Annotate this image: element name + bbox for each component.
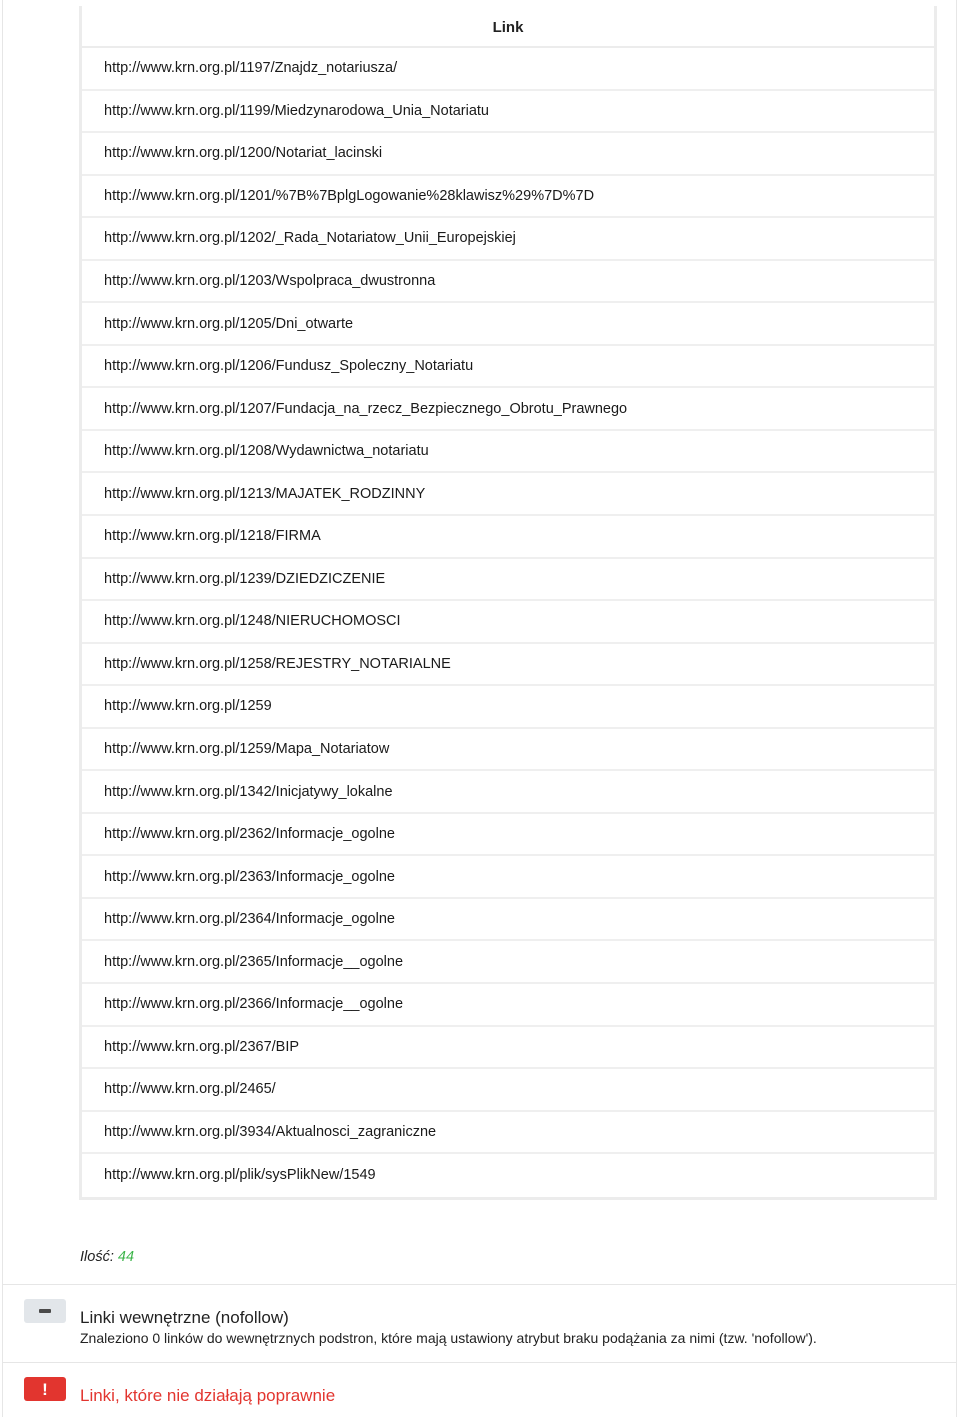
minus-icon [39, 1309, 51, 1313]
table-row [82, 48, 934, 91]
link-url[interactable]: http://www.krn.org.pl/2364/Informacje_ogolne [104, 911, 395, 928]
table-row [82, 1027, 934, 1070]
count-value: 44 [117, 1249, 135, 1265]
table-row [82, 644, 934, 687]
table-row [82, 686, 934, 729]
table-row [82, 133, 934, 176]
link-url[interactable]: http://www.krn.org.pl/1342/Inicjatywy_lokalne [104, 783, 393, 800]
link-url[interactable]: http://www.krn.org.pl/2465/ [104, 1081, 276, 1098]
links-count [80, 1249, 134, 1265]
table-row [82, 261, 934, 304]
table-row [82, 431, 934, 474]
link-url[interactable]: http://www.krn.org.pl/1201/%7B%7BplgLogowanie%28klawisz%29%7D%7D [104, 187, 595, 204]
table-row [82, 941, 934, 984]
link-url[interactable]: http://www.krn.org.pl/2363/Informacje_ogolne [104, 868, 395, 885]
nofollow-section-description: Znaleziono 0 linków do wewnętrznych podstron, które mają ustawiony atrybut braku podążania za nimi (tzw. 'nofollow'). [80, 1330, 817, 1346]
link-url[interactable]: http://www.krn.org.pl/1259/Mapa_Notariatow [104, 741, 390, 758]
link-url[interactable]: http://www.krn.org.pl/2365/Informacje__ogolne [104, 953, 404, 970]
nofollow-section-title: Linki wewnętrzne (nofollow) [80, 1308, 289, 1327]
link-url[interactable]: http://www.krn.org.pl/1258/REJESTRY_NOTARIALNE [104, 655, 451, 672]
table-row [82, 346, 934, 389]
table-row [82, 1069, 934, 1112]
exclamation-icon: ! [42, 1379, 48, 1399]
table-row [82, 176, 934, 219]
link-url[interactable]: http://www.krn.org.pl/1199/Miedzynarodowa_Unia_Notariatu [104, 102, 489, 119]
link-url[interactable]: http://www.krn.org.pl/1207/Fundacja_na_rzecz_Bezpiecznego_Obrotu_Prawnego [104, 400, 628, 417]
table-row [82, 899, 934, 942]
table-row [82, 516, 934, 559]
link-url[interactable]: http://www.krn.org.pl/1205/Dni_otwarte [104, 315, 354, 332]
table-row [82, 601, 934, 644]
link-url[interactable]: http://www.krn.org.pl/2366/Informacje__ogolne [104, 996, 404, 1013]
count-label: Ilość: [80, 1249, 118, 1265]
link-url[interactable]: http://www.krn.org.pl/1206/Fundusz_Spoleczny_Notariatu [104, 358, 474, 375]
broken-links-section-title: Linki, które nie działają poprawnie [80, 1386, 336, 1405]
link-url[interactable]: http://www.krn.org.pl/1239/DZIEDZICZENIE [104, 570, 386, 587]
table-row [82, 218, 934, 261]
link-url[interactable]: http://www.krn.org.pl/3934/Aktualnosci_zagraniczne [104, 1123, 437, 1140]
link-url[interactable]: http://www.krn.org.pl/1248/NIERUCHOMOSCI [104, 613, 401, 630]
error-badge[interactable] [24, 1377, 66, 1401]
link-url[interactable]: http://www.krn.org.pl/1213/MAJATEK_RODZINNY [104, 485, 426, 502]
table-row [82, 559, 934, 602]
table-row [82, 729, 934, 772]
table-header-link: Link [82, 6, 934, 48]
table-body [82, 48, 934, 1197]
link-url[interactable]: http://www.krn.org.pl/1203/Wspolpraca_dwustronna [104, 273, 436, 289]
table-row [82, 1154, 934, 1197]
link-url[interactable]: http://www.krn.org.pl/2367/BIP [104, 1038, 300, 1055]
table-row [82, 1112, 934, 1155]
table-row [82, 388, 934, 431]
table-row [82, 771, 934, 814]
links-table [79, 6, 937, 1200]
table-row [82, 984, 934, 1027]
link-url[interactable]: http://www.krn.org.pl/1202/_Rada_Notariatow_Unii_Europejskiej [104, 230, 516, 247]
link-url[interactable]: http://www.krn.org.pl/1208/Wydawnictwa_notariatu [104, 443, 429, 460]
collapse-toggle-button[interactable] [24, 1299, 66, 1323]
link-url[interactable]: http://www.krn.org.pl/1197/Znajdz_notariusza/ [104, 60, 398, 77]
section-divider [2, 1362, 957, 1363]
table-row [82, 303, 934, 346]
link-url[interactable]: http://www.krn.org.pl/1259 [104, 698, 272, 715]
link-url[interactable]: http://www.krn.org.pl/2362/Informacje_ogolne [104, 826, 395, 843]
link-url[interactable]: http://www.krn.org.pl/1200/Notariat_lacinski [104, 145, 383, 162]
table-row [82, 814, 934, 857]
link-url[interactable]: http://www.krn.org.pl/1218/FIRMA [104, 528, 321, 545]
table-row [82, 856, 934, 899]
section-divider [2, 1284, 957, 1285]
link-url[interactable]: http://www.krn.org.pl/plik/sysPlikNew/1549 [104, 1167, 376, 1184]
table-row [82, 473, 934, 516]
table-row [82, 91, 934, 134]
